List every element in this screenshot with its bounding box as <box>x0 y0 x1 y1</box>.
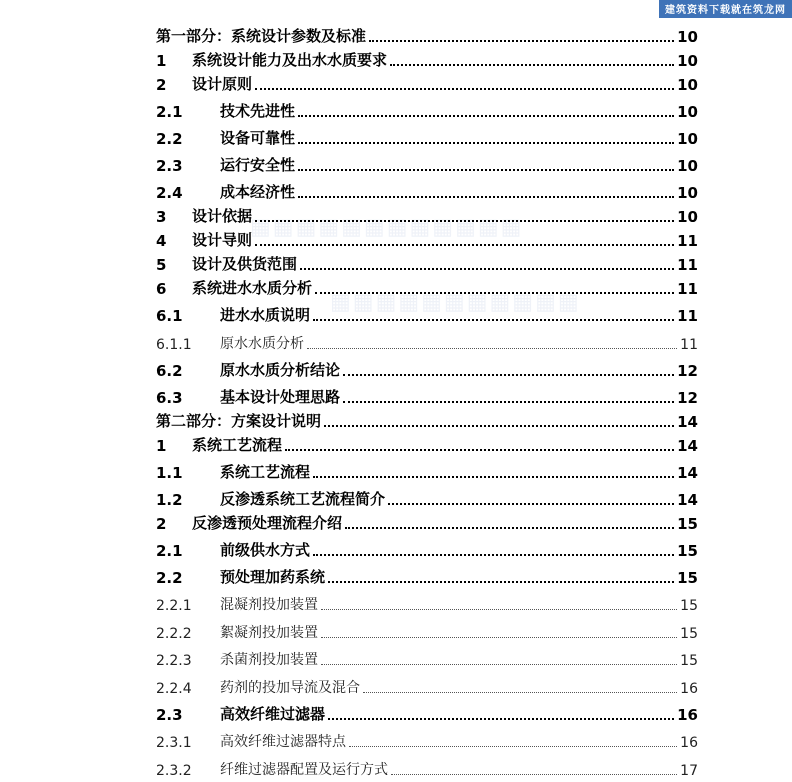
toc-entry-title: 纤维过滤器配置及运行方式 <box>220 761 388 778</box>
toc-entry-title: 成本经济性 <box>220 183 296 201</box>
table-of-contents <box>156 22 698 779</box>
toc-entry[interactable] <box>156 697 698 724</box>
toc-entry-page-number: 14 <box>677 463 698 482</box>
dot-leader <box>321 637 677 638</box>
dot-leader <box>307 348 677 349</box>
toc-entry-number: 2 <box>156 514 167 533</box>
dot-leader <box>363 692 677 693</box>
toc-entry-title: 运行安全性 <box>220 156 296 174</box>
toc-entry[interactable] <box>156 94 698 121</box>
toc-entry[interactable] <box>156 669 698 697</box>
dot-leader <box>315 292 674 294</box>
toc-entry[interactable] <box>156 175 698 202</box>
dot-leader <box>388 503 674 505</box>
toc-entry-page-number: 11 <box>677 280 698 298</box>
toc-entry-page-number: 10 <box>677 184 698 202</box>
toc-entry-page-number: 11 <box>677 307 698 325</box>
toc-entry-title: 絮凝剂投加装置 <box>220 624 318 641</box>
toc-entry-page-number: 10 <box>677 52 698 70</box>
toc-entry-number: 2.2.1 <box>156 598 192 614</box>
toc-entry[interactable] <box>156 325 698 353</box>
toc-entry[interactable] <box>156 431 698 455</box>
dot-leader <box>321 609 677 610</box>
toc-entry-title: 系统设计能力及出水水质要求 <box>192 51 388 69</box>
dot-leader <box>369 40 674 42</box>
toc-entry[interactable] <box>156 509 698 533</box>
toc-entry-page-number: 10 <box>677 103 698 121</box>
toc-entry-title: 原水水质分析 <box>220 335 304 352</box>
toc-entry-title: 第二部分：方案设计说明 <box>156 411 322 430</box>
toc-entry-number: 4 <box>156 232 167 250</box>
toc-entry-number: 1.2 <box>156 490 183 509</box>
toc-entry-number: 1 <box>156 52 167 70</box>
toc-entry[interactable] <box>156 121 698 148</box>
dot-leader <box>324 425 674 427</box>
toc-entry-page-number: 15 <box>677 514 698 533</box>
toc-entry[interactable] <box>156 22 698 46</box>
toc-entry-page-number: 15 <box>680 653 698 669</box>
toc-entry-number: 2.2 <box>156 130 183 148</box>
dot-leader <box>313 319 674 321</box>
toc-entry-number: 2.2.4 <box>156 680 192 697</box>
toc-entry-number: 1 <box>156 436 167 455</box>
toc-entry-page-number: 16 <box>680 680 698 697</box>
toc-entry[interactable] <box>156 70 698 94</box>
dot-leader <box>328 718 674 720</box>
toc-entry-title: 第一部分：系统设计参数及标准 <box>156 27 367 45</box>
toc-entry-number: 2.4 <box>156 184 183 202</box>
dot-leader <box>313 554 674 556</box>
toc-entry-number: 2.3 <box>156 157 183 175</box>
dot-leader <box>349 746 677 747</box>
toc-entry-title: 设备可靠性 <box>220 129 296 147</box>
toc-entry-title: 设计导则 <box>192 231 253 249</box>
toc-entry-number: 2.3.1 <box>156 735 192 751</box>
toc-entry-page-number: 15 <box>680 598 698 614</box>
toc-entry-page-number: 15 <box>680 625 698 642</box>
toc-entry[interactable] <box>156 353 698 380</box>
toc-entry-number: 2.2.3 <box>156 653 192 669</box>
toc-entry-page-number: 10 <box>677 130 698 148</box>
toc-entry[interactable] <box>156 274 698 298</box>
toc-entry-title: 高效纤维过滤器特点 <box>220 734 346 750</box>
toc-entry[interactable] <box>156 533 698 560</box>
toc-entry-number: 2.3 <box>156 705 183 724</box>
dot-leader <box>255 244 674 246</box>
toc-entry[interactable] <box>156 202 698 226</box>
dot-leader <box>343 374 674 376</box>
toc-entry-page-number: 16 <box>677 705 698 724</box>
toc-entry-title: 反渗透预处理流程介绍 <box>192 513 343 532</box>
dot-leader <box>298 169 674 171</box>
toc-entry-number: 2.1 <box>156 541 183 560</box>
toc-entry[interactable] <box>156 751 698 779</box>
toc-entry-title: 反渗透系统工艺流程简介 <box>220 489 386 508</box>
toc-entry[interactable] <box>156 148 698 175</box>
toc-entry-number: 1.1 <box>156 463 183 482</box>
toc-entry[interactable] <box>156 614 698 642</box>
toc-entry[interactable] <box>156 298 698 325</box>
toc-entry-page-number: 15 <box>677 568 698 587</box>
dot-leader <box>298 142 674 144</box>
dot-leader <box>285 449 674 451</box>
toc-entry-title: 系统工艺流程 <box>192 435 283 454</box>
toc-entry[interactable] <box>156 482 698 509</box>
toc-entry-page-number: 10 <box>677 208 698 226</box>
toc-entry-title: 设计依据 <box>192 207 253 225</box>
dot-leader <box>313 476 674 478</box>
toc-entry-page-number: 17 <box>680 762 698 779</box>
toc-entry-title: 进水水质说明 <box>220 306 311 324</box>
toc-entry[interactable] <box>156 455 698 482</box>
dot-leader <box>298 196 674 198</box>
toc-entry[interactable] <box>156 560 698 587</box>
toc-entry-page-number: 16 <box>680 735 698 751</box>
toc-entry-number: 2.2.2 <box>156 625 192 642</box>
toc-entry-number: 2.3.2 <box>156 762 192 779</box>
toc-entry-number: 2.2 <box>156 568 183 587</box>
toc-entry-title: 前级供水方式 <box>220 540 311 559</box>
toc-entry-title: 混凝剂投加装置 <box>220 597 318 613</box>
toc-entry-title: 基本设计处理思路 <box>220 387 341 406</box>
dot-leader <box>298 115 674 117</box>
dot-leader <box>321 664 677 665</box>
toc-entry-title: 原水水质分析结论 <box>220 360 341 379</box>
toc-entry-title: 高效纤维过滤器 <box>220 704 326 723</box>
toc-entry-title: 技术先进性 <box>220 102 296 120</box>
toc-entry-page-number: 11 <box>680 336 698 353</box>
toc-entry-number: 6.1 <box>156 307 183 325</box>
toc-entry[interactable] <box>156 380 698 407</box>
toc-entry[interactable] <box>156 642 698 670</box>
toc-entry[interactable] <box>156 724 698 752</box>
toc-entry-number: 6 <box>156 280 167 298</box>
dot-leader <box>300 268 674 270</box>
toc-entry-page-number: 10 <box>677 157 698 175</box>
watermark-badge: 建筑资料下载就在筑龙网 <box>659 0 792 18</box>
toc-entry-number: 3 <box>156 208 167 226</box>
toc-entry[interactable] <box>156 587 698 615</box>
toc-entry[interactable] <box>156 226 698 250</box>
toc-entry-page-number: 14 <box>677 412 698 431</box>
toc-entry-number: 6.1.1 <box>156 336 192 353</box>
toc-entry-title: 设计及供货范围 <box>192 255 298 273</box>
background-watermark-logo: ▦▦▦▦▦▦▦▦▦▦▦▦ <box>250 215 524 240</box>
dot-leader <box>343 401 674 403</box>
toc-entry-title: 药剂的投加导流及混合 <box>220 679 360 696</box>
toc-entry-number: 6.2 <box>156 361 183 380</box>
background-watermark-logo-2: ▦▦▦▦▦▦▦▦▦▦▦ <box>330 290 581 315</box>
dot-leader <box>255 220 674 222</box>
toc-entry-number: 2.1 <box>156 103 183 121</box>
dot-leader <box>328 581 674 583</box>
toc-entry[interactable] <box>156 46 698 70</box>
toc-entry[interactable] <box>156 407 698 431</box>
toc-entry-number: 2 <box>156 76 167 94</box>
toc-entry-page-number: 12 <box>677 361 698 380</box>
dot-leader <box>390 64 674 66</box>
toc-entry-page-number: 10 <box>677 28 698 46</box>
toc-entry-page-number: 11 <box>677 256 698 274</box>
toc-entry-title: 杀菌剂投加装置 <box>220 652 318 668</box>
toc-entry-page-number: 11 <box>677 232 698 250</box>
toc-entry-page-number: 14 <box>677 490 698 509</box>
dot-leader <box>255 88 674 90</box>
toc-entry-page-number: 12 <box>677 388 698 407</box>
dot-leader <box>345 527 674 529</box>
toc-entry-title: 系统工艺流程 <box>220 462 311 481</box>
toc-entry[interactable] <box>156 250 698 274</box>
toc-entry-number: 5 <box>156 256 167 274</box>
toc-entry-number: 6.3 <box>156 388 183 407</box>
toc-entry-page-number: 14 <box>677 436 698 455</box>
dot-leader <box>391 774 677 775</box>
toc-entry-title: 预处理加药系统 <box>220 567 326 586</box>
toc-entry-title: 设计原则 <box>192 75 253 93</box>
toc-entry-page-number: 15 <box>677 541 698 560</box>
toc-entry-title: 系统进水水质分析 <box>192 279 313 297</box>
toc-entry-page-number: 10 <box>677 76 698 94</box>
